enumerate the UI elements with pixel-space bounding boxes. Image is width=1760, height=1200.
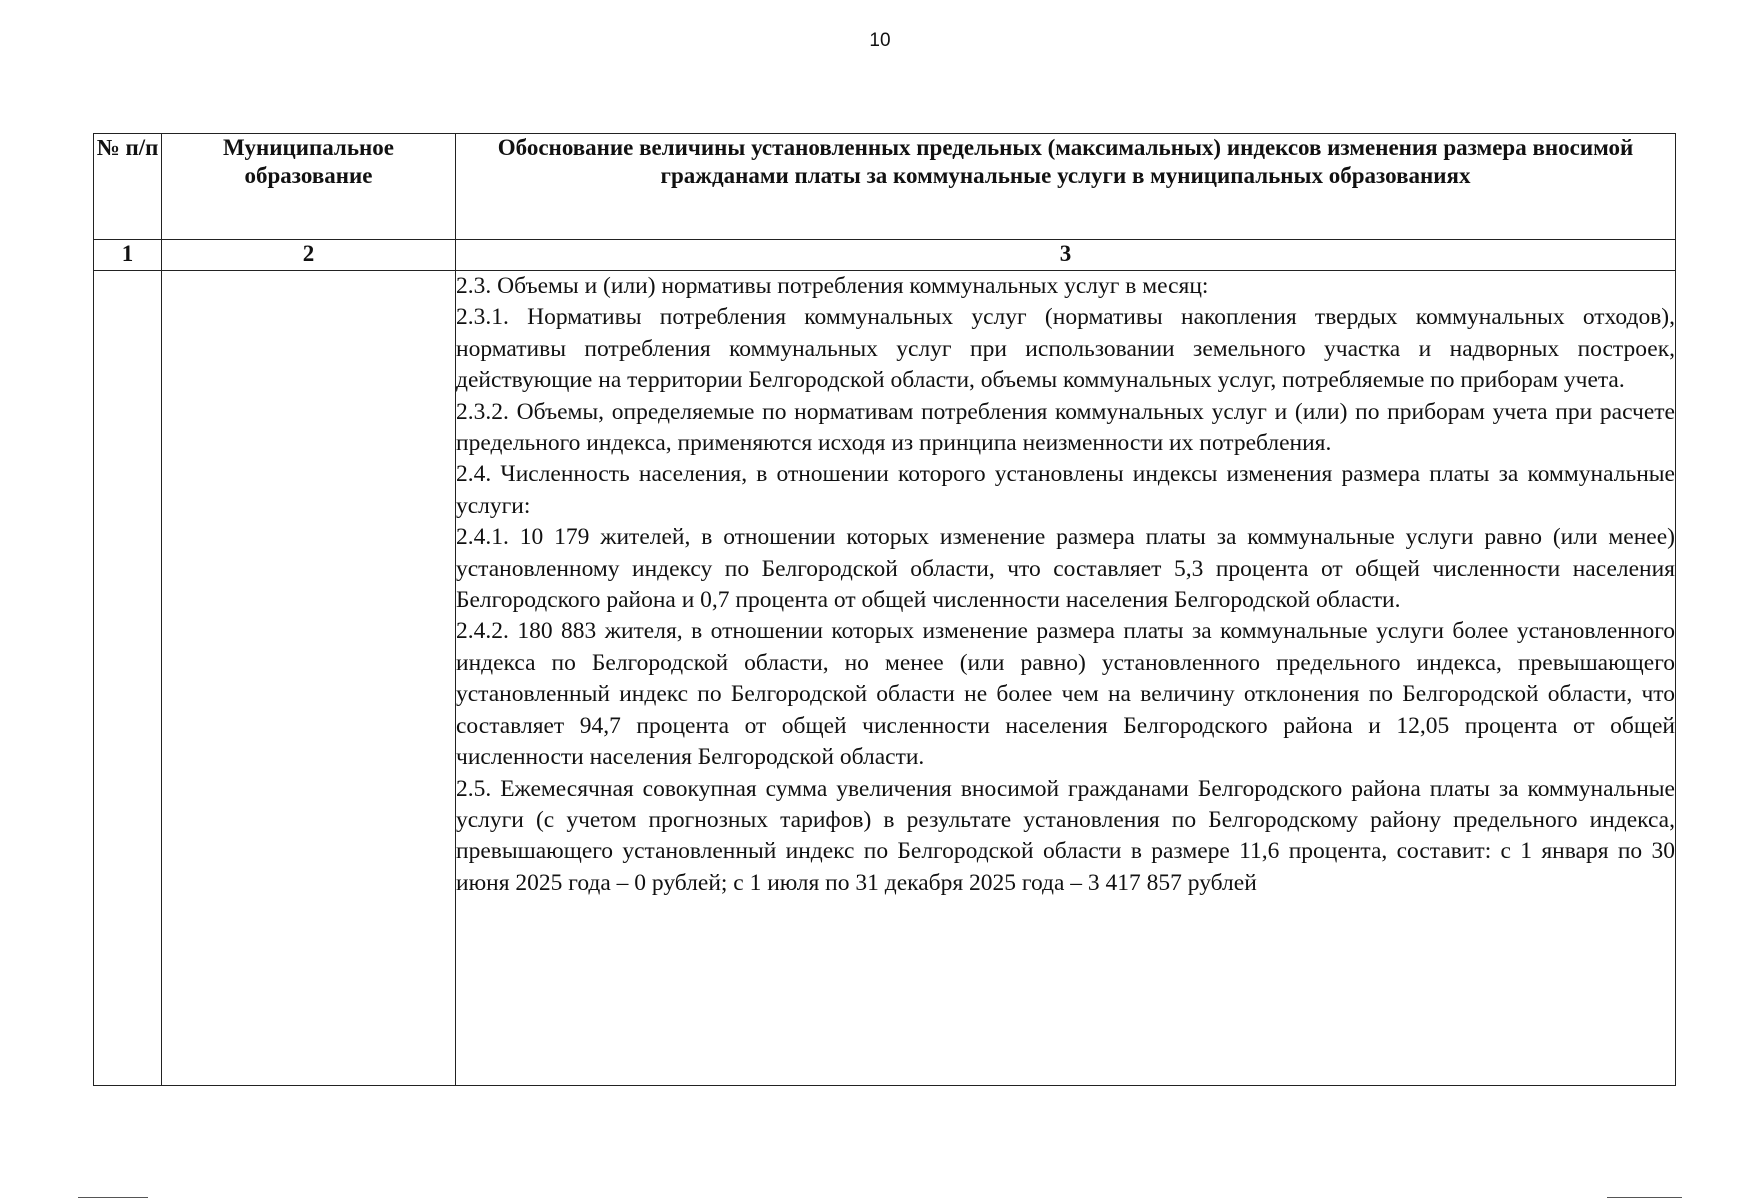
row-municipality-cell <box>162 271 456 1086</box>
column-number-1: 1 <box>94 240 162 271</box>
row-justification-cell <box>456 271 1676 1086</box>
footer-rule-left <box>78 1197 148 1198</box>
justification-table <box>93 133 1676 1086</box>
paragraph-2-3-2: 2.3.2. Объемы, определяемые по нормативам потребления коммунальных услуг и (или) по приборам учета при расчете предельного индекса, применяются исходя из принципа неизменности их потребления. <box>456 398 1675 457</box>
column-number-2: 2 <box>162 240 456 271</box>
table-header-row <box>94 134 1676 240</box>
page-number: 10 <box>869 30 891 51</box>
paragraph-2-4-1: 2.4.1. 10 179 жителей, в отношении которых изменение размера платы за коммунальные услуги равно (или менее) установленному индексу по Белгородской области, что составляет 5,3 процента от общей численности населения Белгородского района и 0,7 процента от общей численности населения Белгородской области. <box>456 524 1675 614</box>
paragraph-2-4: 2.4. Численность населения, в отношении которого установлены индексы изменения размера платы за коммунальные услуги: <box>456 461 1675 519</box>
column-number-row <box>94 240 1676 271</box>
table-row <box>94 271 1676 1086</box>
footer-rule-right <box>1607 1197 1682 1198</box>
paragraph-2-4-2: 2.4.2. 180 883 жителя, в отношении которых изменение размера платы за коммунальные услуги более установленного индекса по Белгородской области, но менее (или равно) установленного предельного индекса, превышающего установленный индекс по Белгородской области не более чем на величину отклонения по Белгородской области, что составляет 94,7 процента от общей численности населения Белгородского района и 12,05 процента от общей численности населения Белгородской области. <box>456 618 1675 771</box>
paragraph-2-3: 2.3. Объемы и (или) нормативы потребления коммунальных услуг в месяц: <box>456 273 1209 299</box>
row-number-cell <box>94 271 162 1086</box>
header-municipality: Муниципальное образование <box>162 134 456 240</box>
header-justification: Обоснование величины установленных предельных (максимальных) индексов изменения размера вносимой гражданами платы за коммунальные услуги в муниципальных образованиях <box>456 134 1676 240</box>
column-number-3: 3 <box>456 240 1676 271</box>
paragraph-2-3-1: 2.3.1. Нормативы потребления коммунальных услуг (нормативы накопления твердых коммунальных отходов), нормативы потребления коммунальных услуг при использовании земельного участка и надворных построек, действующие на территории Белгородской области, объемы коммунальных услуг, потребляемые по приборам учета. <box>456 304 1675 394</box>
header-number: № п/п <box>94 134 162 240</box>
paragraph-2-5: 2.5. Ежемесячная совокупная сумма увеличения вносимой гражданами Белгородского района платы за коммунальные услуги (с учетом прогнозных тарифов) в результате установления по Белгородскому району предельного индекса, превышающего установленный индекс по Белгородской области в размере 11,6 процента, составит: с 1 января по 30 июня 2025 года – 0 рублей; с 1 июля по 31 декабря 2025 года – 3 417 857 рублей <box>456 775 1675 896</box>
